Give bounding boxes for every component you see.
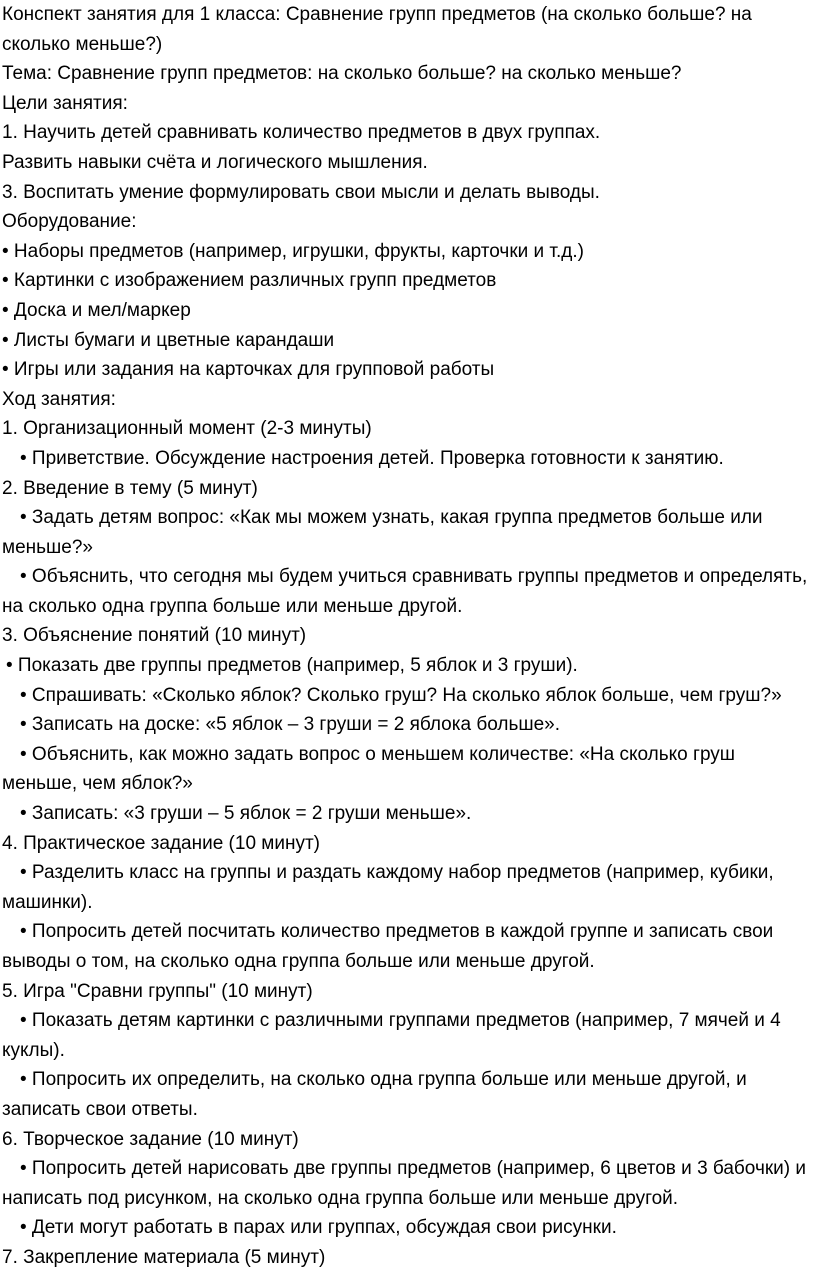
- equipment-item: • Игры или задания на карточках для групповой работы: [2, 359, 495, 381]
- topic-line: Тема: Сравнение групп предметов: на сколько больше? на сколько меньше?: [2, 63, 682, 85]
- section-7-heading: 7. Закрепление материала (5 минут): [2, 1246, 326, 1268]
- section-4-bullet-2-line-2: выводы о том, на сколько одна группа больше или меньше другой.: [2, 951, 595, 972]
- section-5-bullet-2-line-2: записать свои ответы.: [2, 1098, 198, 1120]
- section-6-bullet-1-line-2: написать под рисунком, на сколько одна группа больше или меньше другой.: [2, 1187, 679, 1209]
- title-line-1: Конспект занятия для 1 класса: Сравнение групп предметов (на сколько больше? на: [2, 4, 752, 25]
- goals-heading: Цели занятия:: [2, 92, 128, 114]
- goal-item: Развить навыки счёта и логического мышления.: [2, 151, 428, 173]
- section-4-bullet-1-line-1: • Разделить класс на группы и раздать каждому набор предметов (например, кубики,: [20, 862, 774, 884]
- equipment-item: • Картинки с изображением различных групп предметов: [2, 270, 497, 292]
- section-5-bullet-1-line-1: • Показать детям картинки с различными группами предметов (например, 7 мячей и 4: [20, 1010, 781, 1032]
- section-3-bullet-4-line-1: • Объяснить, как можно задать вопрос о меньшем количестве: «На сколько груш: [20, 743, 736, 765]
- equipment-heading: Оборудование:: [2, 211, 137, 233]
- equipment-item: • Листы бумаги и цветные карандаши: [2, 329, 335, 351]
- section-2-bullet-1-line-1: • Задать детям вопрос: «Как мы можем узнать, какая группа предметов больше или: [20, 507, 763, 529]
- section-3-bullet-1: • Показать две группы предметов (например, 5 яблок и 3 груши).: [6, 655, 578, 677]
- section-4-heading: 4. Практическое задание (10 минут): [2, 832, 320, 854]
- section-6-bullet-2: • Дети могут работать в парах или группах, обсуждая свои рисунки.: [20, 1217, 617, 1239]
- equipment-item: • Доска и мел/маркер: [2, 299, 191, 321]
- course-heading: Ход занятия:: [2, 388, 116, 410]
- equipment-item: • Наборы предметов (например, игрушки, фрукты, карточки и т.д.): [2, 240, 584, 262]
- section-6-heading: 6. Творческое задание (10 минут): [2, 1128, 299, 1150]
- section-1-heading: 1. Организационный момент (2-3 минуты): [2, 418, 372, 440]
- section-6-bullet-1-line-1: • Попросить детей нарисовать две группы предметов (например, 6 цветов и 3 бабочки) и: [20, 1158, 807, 1180]
- section-2-bullet-1-line-2: меньше?»: [2, 536, 93, 558]
- section-2-bullet-2-line-2: на сколько одна группа больше или меньше другой.: [2, 595, 463, 617]
- section-3-heading: 3. Объяснение понятий (10 минут): [2, 625, 307, 647]
- section-5-heading: 5. Игра "Сравни группы" (10 минут): [2, 980, 313, 1002]
- title-line-2: сколько меньше?): [2, 33, 163, 55]
- section-3-bullet-3: • Записать на доске: «5 яблок – 3 груши = 2 яблока больше».: [20, 714, 560, 736]
- goal-item: 3. Воспитать умение формулировать свои мысли и делать выводы.: [2, 181, 600, 203]
- section-3-bullet-5: • Записать: «3 груши – 5 яблок = 2 груши меньше».: [20, 803, 472, 825]
- section-2-bullet-2-line-1: • Объяснить, что сегодня мы будем учиться сравнивать группы предметов и определять,: [20, 566, 808, 588]
- section-5-bullet-2-line-1: • Попросить их определить, на сколько одна группа больше или меньше другой, и: [20, 1069, 747, 1091]
- section-3-bullet-2: • Спрашивать: «Сколько яблок? Сколько груш? На сколько яблок больше, чем груш?»: [20, 684, 782, 706]
- section-3-bullet-4-line-2: меньше, чем яблок?»: [2, 773, 193, 795]
- goal-item: 1. Научить детей сравнивать количество предметов в двух группах.: [2, 122, 601, 144]
- section-4-bullet-2-line-1: • Попросить детей посчитать количество предметов в каждой группе и записать свои: [20, 921, 774, 943]
- section-5-bullet-1-line-2: куклы).: [2, 1039, 65, 1061]
- section-4-bullet-1-line-2: машинки).: [2, 891, 93, 913]
- section-2-heading: 2. Введение в тему (5 минут): [2, 477, 258, 499]
- section-1-bullet: • Приветствие. Обсуждение настроения детей. Проверка готовности к занятию.: [20, 447, 724, 469]
